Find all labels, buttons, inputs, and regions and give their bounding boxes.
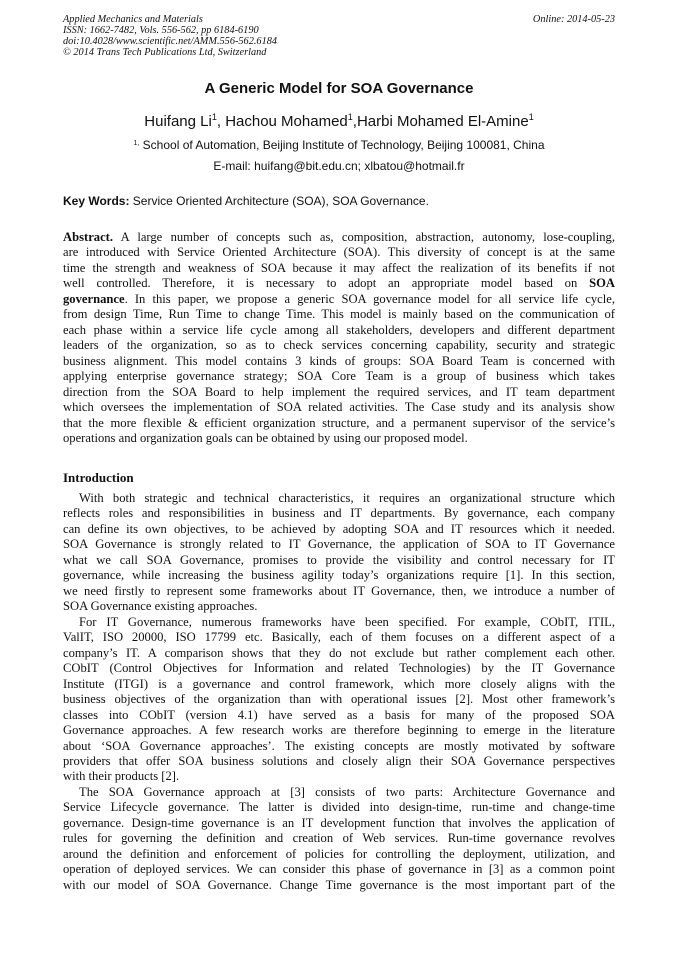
keywords-text: Service Oriented Architecture (SOA), SOA Governance.	[129, 194, 429, 208]
body-line: what we call SOA Governance, promises to provide the visibility and control necessary for IT	[63, 552, 615, 567]
body-line: Service Lifecycle governance. The latter is divided into design-time, run-time and change-time	[63, 800, 615, 815]
issn-line: ISSN: 1662-7482, Vols. 556-562, pp 6184-6190	[63, 25, 259, 36]
body-line: SOA Governance existing approaches.	[63, 599, 258, 614]
abstract-line: which oversees the implementation of SOA related activities. The Case study and its analysis show	[63, 400, 615, 415]
abstract-line: well controlled. Therefore, it is necessary to adopt an appropriate model based on SOA	[63, 276, 615, 291]
body-line: can define its own objectives, to be achieved by adopting SOA and IT resources which it needed.	[63, 521, 615, 536]
abstract-line: are introduced with Service Oriented Architecture (SOA). This diversity of concept is at the same	[63, 245, 615, 260]
affiliation-mark: 1,	[133, 140, 140, 147]
online-date: Online: 2014-05-23	[532, 14, 615, 25]
author-name: Huifang Li	[144, 113, 212, 130]
author-list: Huifang Li$^1$, Hachou Mohamed$^1$,Harbi Mohamed El-Amine$^1$	[144, 112, 534, 130]
author-affiliation-mark: 1	[211, 112, 217, 122]
abstract-line: business alignment. This model contains 3 kinds of groups: SOA Board Team is concerned with	[63, 353, 615, 368]
author-affiliation-mark: 1	[347, 112, 353, 122]
body-line: For IT Governance, numerous frameworks have been specified. For example, CObIT, ITIL,	[79, 614, 615, 629]
abstract-line: leaders of the organization, so as to check services concerning capability, security and strategic	[63, 338, 615, 353]
contact-email: E-mail: huifang@bit.edu.cn; xlbatou@hotmail.fr	[213, 159, 465, 173]
body-line: governance. Design-time governance is an IT development function that involves the application of	[63, 815, 615, 830]
introduction-body	[63, 491, 615, 893]
author-name: Harbi Mohamed El-Amine	[356, 113, 529, 130]
body-line: Institute (ITGI) is a governance and control framework, which more closely aligns with the	[63, 676, 615, 691]
body-line: SOA Governance is strongly related to IT Governance, the application of SOA to IT Governance	[63, 537, 615, 552]
body-line: company’s IT. A comparison shows that they do not exclude but rather complement each other.	[63, 645, 615, 660]
journal-header	[63, 14, 615, 58]
section-heading: Introduction	[63, 470, 134, 485]
body-line: around the definition and enforcement of policies for controlling the deployment, utilization, and	[63, 846, 615, 861]
body-line: reflects roles and responsibilities in business and IT departments. By governance, each company	[63, 506, 615, 521]
abstract-line: Abstract. A large number of concepts such as, composition, abstraction, autonomy, lose-coupling,	[63, 230, 615, 244]
abstract-line: operations and organization goals can be obtained by using our proposed model.	[63, 431, 468, 446]
author-name: Hachou Mohamed	[225, 113, 348, 130]
abstract-line: from design Time, Run Time to change Time. This model is mainly based on the communication of	[63, 307, 615, 322]
body-line: we need firstly to represent some frameworks about IT Governance, then, we introduce a number of	[63, 583, 615, 598]
abstract-line: each phase within a service life cycle among all stakeholders, developers and different department	[63, 322, 615, 337]
body-line: rules for governing the definition and creation of Web services. Run-time governance revolves	[63, 831, 615, 846]
body-line: CObIT (Control Objectives for Information and related Technologies) by the IT Governance	[63, 661, 615, 676]
abstract-line: that the more flexible & efficient organization structure, and a permanent supervisor of the service’s	[63, 415, 615, 430]
body-line: business objectives of the organization than with operational issues [2]. Most other framework’s	[63, 692, 615, 707]
body-line: The SOA Governance approach at [3] consists of two parts: Architecture Governance and	[79, 784, 615, 799]
doi-line: doi:10.4028/www.scientific.net/AMM.556-562.6184	[63, 36, 278, 47]
body-line: providers that offer SOA business solutions and closely align their SOA Governance perspectives	[63, 753, 615, 768]
body-line: about ‘SOA Governance approaches’. The existing concepts are mostly motivated by software	[63, 738, 615, 753]
affiliation	[0, 138, 678, 152]
body-line: with our model of SOA Governance. Change Time governance is the most important part of the	[63, 877, 615, 892]
abstract-line: governance. In this paper, we propose a generic SOA governance model for all service life cycle,	[63, 291, 615, 306]
paper-title: A Generic Model for SOA Governance	[204, 80, 474, 97]
body-line: With both strategic and technical characteristics, it requires an organizational structure which	[79, 491, 615, 505]
abstract-line: time the strength and weakness of SOA because it may affect the realization of its benefits if not	[63, 260, 615, 275]
abstract-line: direction from the SOA Board to help implement the required services, and IT team department	[63, 384, 615, 399]
body-line: classes into CObIT (version 4.1) have served as a basis for many of the proposed SOA	[63, 707, 615, 722]
abstract	[63, 230, 615, 447]
body-line: with their products [2].	[63, 769, 180, 784]
journal-name: Applied Mechanics and Materials	[63, 14, 203, 25]
keywords-label: Key Words:	[63, 194, 130, 208]
abstract-line: applying enterprise governance strategy; SOA Core Team is a group of business which takes	[63, 369, 615, 384]
body-line: governance, while increasing the business agility today’s organizations require [1]. In this section,	[63, 568, 615, 583]
body-line: operation of deployed services. We can consider this phase of governance in [3] as a common point	[63, 862, 615, 877]
keywords	[63, 194, 615, 208]
copyright-line: © 2014 Trans Tech Publications Ltd, Switzerland	[63, 47, 267, 58]
affiliation-text: School of Automation, Beijing Institute of Technology, Beijing 100081, China	[139, 138, 545, 152]
body-line: ValIT, ISO 20000, ISO 17799 etc. Basically, each of them focuses on a different aspect of a	[63, 630, 615, 645]
author-affiliation-mark: 1	[528, 112, 534, 122]
body-line: Governance approaches. A few research works are therefore beginning to emerge in the literature	[63, 723, 615, 738]
abstract-label: Abstract.	[63, 230, 114, 244]
